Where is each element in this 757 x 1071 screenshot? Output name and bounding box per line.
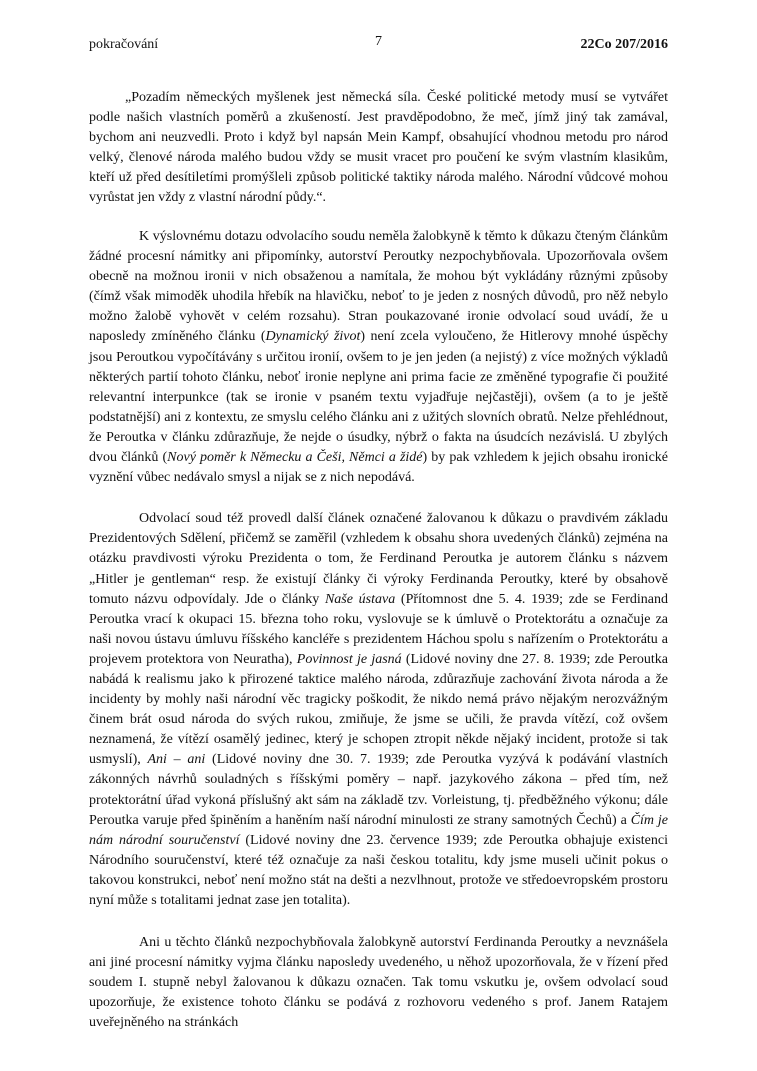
quote-paragraph: „Pozadím německých myšlenek jest německá síla. České politické metody musí se vytvářet podle našich vlastních poměrů a zkušeností. Jest pravděpodobno, že meč, jímž jiný tak zamával, bychom ani neuzvedli. Proto i když byl napsán Mein Kampf, obsahující vhodnou metodu pro národ velký, členové národa malého budou vždy se musit vracet pro poučení ke svým vlastním klasikům, kteří už před desítiletími promýšleli způsob politické taktiky národa malého. Národní vůdcové mohou vyrůstat jen vždy z vlastní národní půdy.“. — [89, 90, 668, 205]
text-segment: ) by pak vzhledem k jejich obsahu ironické vyznění vůbec nedávalo smysl a nijak se z nich nepodává. — [89, 450, 668, 486]
article-title: Dynamický život — [265, 329, 361, 345]
text-segment: K výslovnému dotazu odvolacího soudu neměla žalobkyně k těmto k důkazu čteným článkům žádné procesní námitky ani připomínky, autorství Peroutky nezpochybňovala. Upozorňovala ovšem obecně na možnou ironii v nich obsaženou a namítala, že mohou být vykládány různými způsoby (čímž však mimoděk uhodila hřebík na hlavičku, neboť to je jeden z nosných důvodů, pro něž nebylo možno žalobě vyhovět v celém rozsahu). Stran poukazované ironie odvolací soud uvádí, že u naposledy zmíněného článku ( — [89, 229, 668, 345]
text-segment: (Přítomnost dne 5. 4. 1939; zde se Ferdinand Peroutka vrací k okupaci 15. března toho roku, vyslovuje se k úmluvě o Protektorátu a označuje za naši novou ústavu úmluvu říšského kancléře s prezidentem Háchou spolu s nařízením o Protektorátu a projevem protektora von Neuratha), — [89, 591, 668, 667]
text-segment: (Lidové noviny dne 23. července 1939; zde Peroutka obhajuje existenci Národního souručenství, které též označuje za naši českou totalitu, kdy jsme museli učinit pokus o takovou konstrukci, neboť není možno stát na dešti a nezvlhnout, protože ve středoevropském prostoru nyní může s totalitami jednat zase jen totalita). — [89, 832, 668, 908]
article-title: Nový poměr k Německu a Češi, Němci a židé — [167, 450, 423, 466]
page-number: 7 — [375, 34, 382, 49]
paragraph-objections — [89, 227, 668, 488]
article-title: Ani – ani — [147, 752, 206, 768]
article-title: Naše ústava — [324, 591, 396, 607]
text-segment: (Lidové noviny dne 30. 7. 1939; zde Peroutka vyzývá k podávání vlastních zákonných návrhů souladných s říšskými poměry – např. jazykového zákona – před tím, než protektorátní úřad vykoná příslušný akt sám na základě tzv. Vorleistung, tj. předběžného výkonu; dále Peroutka varuje před špiněním a haněním naší národní minulosti ze strany samotných Čechů) a — [89, 752, 669, 828]
text-segment: (Lidové noviny dne 27. 8. 1939; zde Peroutka nabádá k realismu jako k přirozené taktice malého národa, zdůrazňuje zachování života národa a že incidenty by mohly naši národní věc tragicky poškodit, že nikdo nemá právo nějakým nerozvážným činem brát osud národa do svých rukou, zmiňuje, že jsme se učili, že pravda vítězí, což ovšem neznamená, že vítězí osamělý jedinec, který je schopen ztropit někde nějaký incident, protože si tak usmyslí), — [89, 651, 668, 768]
article-title: Povinnost je jasná — [296, 651, 402, 667]
paragraph-authorship: Ani u těchto článků nezpochybňovala žalobkyně autorství Ferdinanda Peroutky a nevznášela ani jiné procesní námitky vyjma článku naposledy uvedeného, u něhož upozorňovala, že v řízení před soudem I. stupně nebyl žalovanou k důkazu označen. Tak tomu vskutku je, ovšem odvolací soud upozorňuje, že existence tohoto článku se podává z rozhovoru vedeného s prof. Janem Ratajem uveřejněného na stránkách — [89, 935, 668, 1031]
document-body — [89, 88, 668, 1034]
text-segment: ) není zcela vyloučeno, že Hitlerovy mnohé úspěchy jsou Peroutkou vypočítávány s určitou ironií, ovšem to je jen jeden (a nejistý) z více možných výkladů některých partií tohoto článku, neboť ironie neplyne ani prima facie ze změněné typografie či použité relevantní interpunkce (tak se ironie v psaném textu vyjadřuje nejčastěji), ovšem (a to je ještě podstatnější) ani z kontextu, ze smyslu celého článku ani z užitých slovních obratů. Nelze přehlédnout, že Peroutka v článku zdůrazňuje, že nejde o úsudky, nýbrž o fakta na úsudcích nezávislá. U zbylých dvou článků ( — [89, 329, 669, 466]
paragraph-evidence — [89, 509, 668, 911]
text-segment: Odvolací soud též provedl další článek označené žalovanou k důkazu o pravdivém základu Prezidentových Sdělení, přičemž se zaměřil (vzhledem k obsahu shora uvedených článků) zejména na otázku pravdivosti výroku Prezidenta o tom, že Ferdinand Peroutka je autorem článku s názvem „Hitler je gentleman“ resp. že existují články či výroky Ferdinanda Peroutky, které by obsahově tomuto názvu odpovídaly. Jde o články — [89, 511, 668, 607]
article-title: Čím je nám národní souručenství — [89, 812, 668, 848]
header-continuation: pokračování — [89, 37, 159, 52]
case-number: 22Co 207/2016 — [580, 37, 668, 52]
